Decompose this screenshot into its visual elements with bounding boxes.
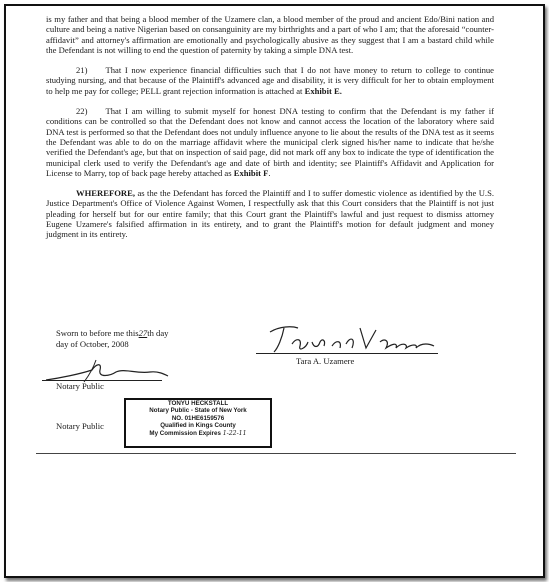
paragraph-continuation xyxy=(46,14,494,55)
stamp-line-2: Notary Public - State of New York xyxy=(149,407,247,415)
paragraph-22-end: . xyxy=(268,167,271,178)
notary-public-label-2: Notary Public xyxy=(56,421,104,431)
document-body xyxy=(46,14,494,250)
stamp-expires-date: 1-22-11 xyxy=(222,429,247,437)
sworn-line-2: day of October, 2008 xyxy=(56,339,129,349)
stamp-line-1: TONYU HECKSTALL xyxy=(167,400,229,407)
stamp-line-4: Qualified in Kings County xyxy=(160,422,236,430)
notary-public-label-1: Notary Public xyxy=(56,381,104,391)
signer-name: Tara A. Uzamere xyxy=(296,356,355,366)
bottom-divider xyxy=(36,453,516,454)
paragraph-21-text: That I now experience financial difficulties such that I do not have money to return to college to continue studying nursing, and that because of the Plaintiff's advanced age and disability, it is very difficult for her to obtain employment to help me pay for college; PELL grant rejection information is attached at xyxy=(46,65,494,96)
notary-stamp xyxy=(124,398,272,448)
wherefore-text: as the the Defendant has forced the Plaintiff and I to suffer domestic violence as identified by the U.S. Justice Department's Office of Violence Against Women, I respectfully ask that this Court considers that the Plaintiff is not just pleading for herself but for our entire family; that this Court grant the Plaintiff's lawful and just request to dismiss attorney Eugene Uzamere's falsified affirmation in its entirety, and to grant the Plaintiff's motion for default judgment and money judgment in its entirety. xyxy=(46,188,495,240)
paragraph-21-number: 21) xyxy=(76,65,88,76)
paragraph-1-text: is my father and that being a blood member of the Uzamere clan, a blood member of the proud and ancient Edo/Bini nation and culture and being a native Nigerian based on consanguinity are my birthrights and a part of who I am; that the aforesaid “counter-affidavit” and attorney's affirmation are emotionally and psychologically abusive as they suggest that I am a bastard child while the Defendant is not willing to end the question of paternity by taking a simple DNA test. xyxy=(46,14,494,55)
sworn-text-b: th day xyxy=(147,328,169,338)
signer-signature-line xyxy=(256,353,438,354)
exhibit-f-label: Exhibit F xyxy=(233,167,269,178)
paragraph-22-number: 22) xyxy=(76,106,88,117)
sworn-statement xyxy=(56,328,168,350)
stamp-line-3: NO. 01HE6159576 xyxy=(171,414,225,422)
stamp-line-5 xyxy=(126,430,270,437)
signer-signature xyxy=(262,318,442,358)
exhibit-e-label: Exhibit E. xyxy=(304,85,342,96)
paragraph-wherefore xyxy=(46,188,494,239)
paragraph-22-text: That I am willing to submit myself for honest DNA testing to confirm that the Defendant is my father if conditions can be controlled so that the Defendant does not know and cannot access the location of the laboratory where said DNA test is performed so that the Defendant does not unduly influence anyone to lie about the results of the DNA test as it seems the Defendant was able to do on the marriage affidavit where the municipal clerk signed his/her name to indicate that he/she verified the Defendant's age, but that on inspection of said page, did not mark off any box to indicate the type of identification the municipal clerk used to verify the Defendant's age and date of birth and identity; see Plaintiff's Affidavit and Application for License to Marry, top of back page hereby attached as xyxy=(46,106,494,178)
paragraph-21 xyxy=(46,65,494,96)
stamp-expires-label: My Commission Expires xyxy=(149,429,221,437)
sworn-text-a: Sworn to before me this xyxy=(56,328,139,338)
wherefore-lead: WHEREFORE, xyxy=(76,188,135,199)
sworn-line-1 xyxy=(56,328,168,339)
sworn-day: 27 xyxy=(138,328,148,338)
paragraph-22 xyxy=(46,106,494,178)
